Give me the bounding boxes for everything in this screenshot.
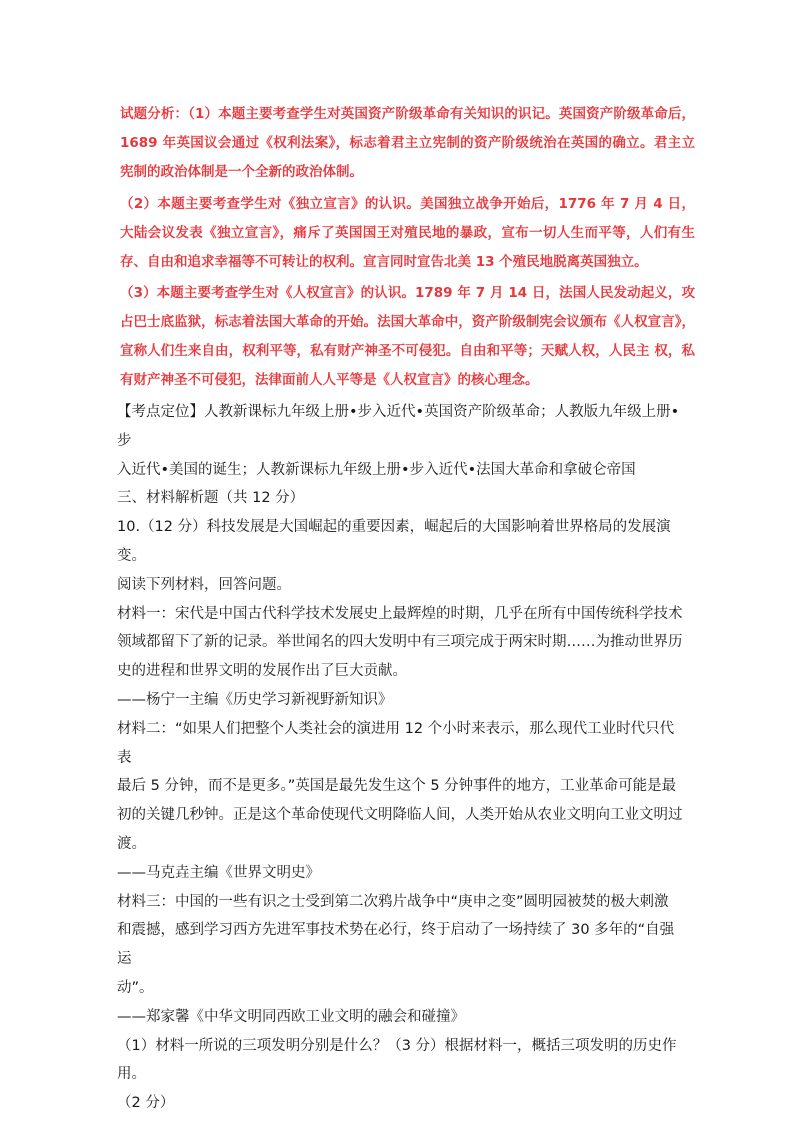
exam-point-line-2: 入近代•美国的诞生；人教新课标九年级上册•步入近代•法国大革命和拿破仑帝国: [117, 461, 636, 478]
question-section: [117, 398, 687, 1118]
question-stem: 10.（12 分）科技发展是大国崛起的重要因素，崛起后的大国影响着世界格局的发展演变。: [117, 519, 671, 564]
exam-point-line-1: 【考点定位】人教新课标九年级上册•步入近代•英国资产阶级革命；人教版九年级上册•步: [117, 404, 680, 449]
material-3-source: ——郑家馨《中华文明同西欧工业文明的融会和碰撞》: [117, 1008, 465, 1025]
material-2-line-1: 材料二：“如果人们把整个人类社会的演进用 12 个小时来表示，那么现代工业时代只代表: [117, 720, 675, 766]
material-2-source: ——马克垚主编《世界文明史》: [117, 864, 320, 881]
material-1-line-2: 领域都留下了新的记录。举世闻名的四大发明中有三项完成于两宋时期……为推动世界历: [117, 634, 683, 651]
sub-question-1-line-2: （2 分）: [117, 1095, 175, 1112]
material-3-line-2: 和震撼，感到学习西方先进军事技术势在必行，终于启动了一场持续了 30 多年的“自强运: [117, 922, 675, 968]
material-2-line-2: 最后 5 分钟，而不是更多。”英国是最先发生这个 5 分钟事件的地方，工业革命可能是最: [117, 778, 677, 795]
material-2-line-4: 渡。: [117, 835, 146, 852]
section-heading: 三、材料解析题（共 12 分）: [117, 490, 305, 507]
material-1-line-1: 材料一：宋代是中国古代科学技术发展史上最辉煌的时期，几乎在所有中国传统科学技术: [117, 605, 683, 622]
material-3-line-3: 动”。: [117, 979, 154, 996]
question-instruction: 阅读下列材料，回答问题。: [117, 576, 291, 593]
analysis-section: [120, 100, 695, 395]
sub-question-1-line-1: （1）材料一所说的三项发明分别是什么？（3 分）根据材料一，概括三项发明的历史作用。: [117, 1037, 677, 1083]
analysis-paragraph-2: （2）本题主要考查学生对《独立宣言》的认识。美国独立战争开始后，1776 年 7 月 4 日，大陆会议发表《独立宣言》，痛斥了英国国王对殖民地的暴政，宣布一切人生而平等，人们有生存、自由和追求幸福等不可转让的权利。宣言同时宣告北美 13 个殖民地脱离英国独立。: [120, 196, 695, 270]
material-3-line-1: 材料三：中国的一些有识之士受到第二次鸦片战争中“庚申之变”圆明园被焚的极大刺激: [117, 893, 669, 910]
material-2-line-3: 初的关键几秒钟。正是这个革命使现代文明降临人间，人类开始从农业文明向工业文明过: [117, 807, 683, 824]
analysis-paragraph-1: 试题分析：（1）本题主要考查学生对英国资产阶级革命有关知识的识记。英国资产阶级革命后，1689 年英国议会通过《权利法案》，标志着君主立宪制的资产阶级统治在英国的确立。君主立宪制的政治体制是一个全新的政治体制。: [120, 106, 695, 180]
material-1-source: ——杨宁一主编《历史学习新视野新知识》: [117, 691, 393, 708]
analysis-paragraph-3: （3）本题主要考查学生对《人权宣言》的认识。1789 年 7 月 14 日，法国人民发动起义，攻占巴士底监狱，标志着法国大革命的开始。法国大革命中，资产阶级制宪会议颁布《人权宣言》，宣称人们生来自由，权利平等，私有财产神圣不可侵犯。自由和平等；天赋人权，人民主 权，私有财产神圣不可侵犯，法律面前人人平等是《人权宣言》的核心理念。: [120, 285, 695, 388]
material-1-line-3: 史的进程和世界文明的发展作出了巨大贡献。: [117, 663, 407, 680]
